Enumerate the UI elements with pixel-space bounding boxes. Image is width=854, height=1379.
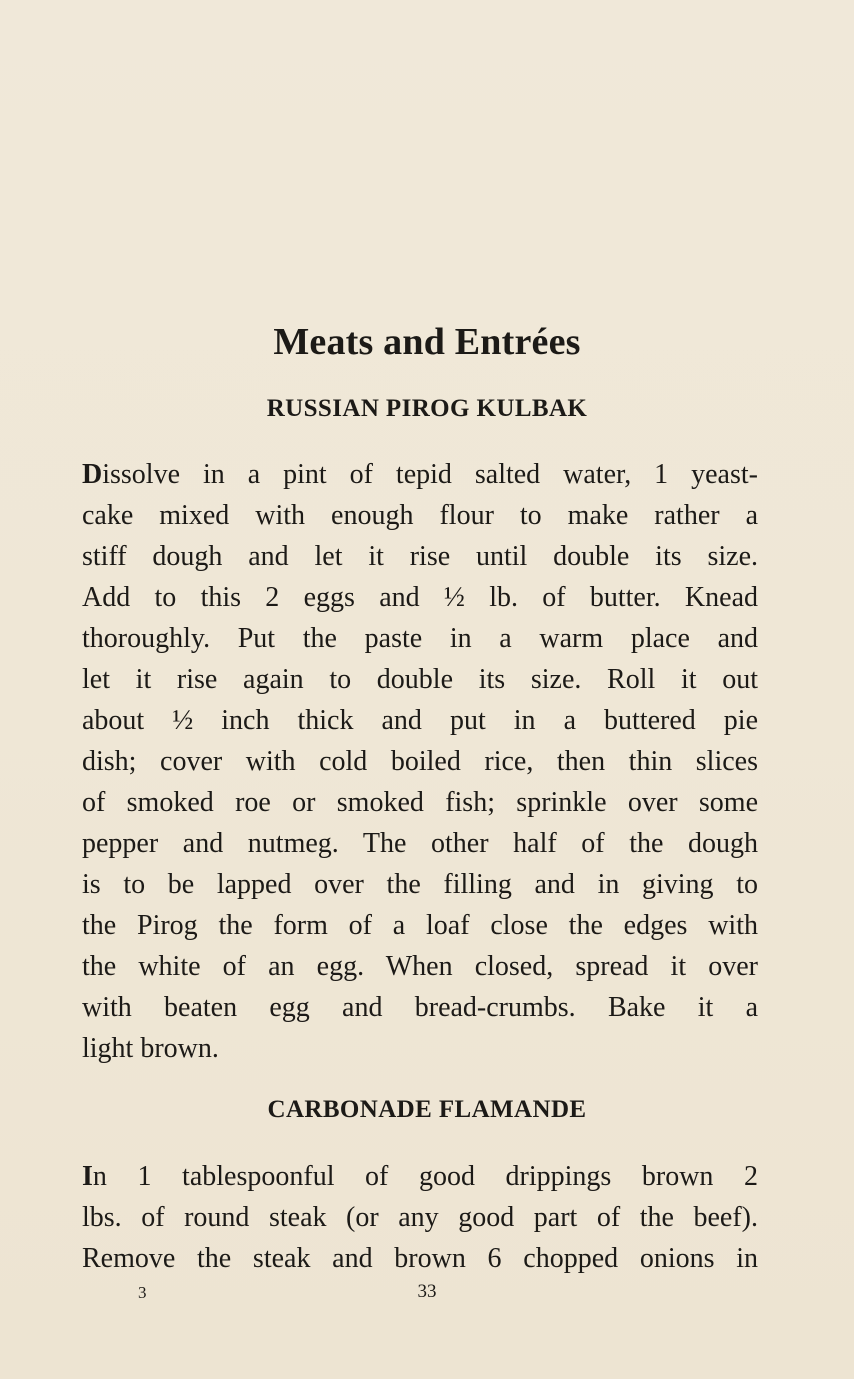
recipe-line: lbs. of round steak (or any good part of the beef). bbox=[82, 1202, 758, 1233]
recipe-heading-russian-pirog-kulbak: RUSSIAN PIROG KULBAK bbox=[266, 395, 588, 422]
recipe-line-text: n 1 tablespoonful of good drippings brown 2 bbox=[92, 1161, 758, 1192]
recipe-line: stiff dough and let it rise until double its size. bbox=[82, 541, 758, 572]
recipe-line: Add to this 2 eggs and ½ lb. of butter. Knead bbox=[82, 582, 758, 613]
recipe-line: cake mixed with enough flour to make rather a bbox=[82, 500, 758, 531]
recipe-heading-carbonade-flamande: CARBONADE FLAMANDE bbox=[267, 1096, 587, 1123]
recipe-line: thoroughly. Put the paste in a warm place and bbox=[82, 623, 758, 654]
dropcap: I bbox=[82, 1161, 93, 1192]
recipe-line: light brown. bbox=[82, 1033, 219, 1064]
recipe-line: is to be lapped over the filling and in giving to bbox=[82, 869, 758, 900]
page-title: Meats and Entrées bbox=[273, 321, 581, 363]
recipe-line: the white of an egg. When closed, spread it over bbox=[82, 951, 758, 982]
recipe-line bbox=[82, 1156, 758, 1197]
recipe-line: about ½ inch thick and put in a buttered pie bbox=[82, 705, 758, 736]
recipe-body-russian-pirog-kulbak bbox=[82, 454, 758, 1069]
dropcap: D bbox=[82, 459, 103, 490]
recipe-line: the Pirog the form of a loaf close the edges with bbox=[82, 910, 758, 941]
recipe-line: Remove the steak and brown 6 chopped onions in bbox=[82, 1243, 758, 1274]
page-number: 33 bbox=[417, 1281, 437, 1302]
recipe-line bbox=[82, 454, 758, 495]
recipe-line: pepper and nutmeg. The other half of the dough bbox=[82, 828, 758, 859]
recipe-body-carbonade-flamande bbox=[82, 1156, 758, 1279]
recipe-line-text: issolve in a pint of tepid salted water, 1 yeast- bbox=[102, 459, 758, 490]
recipe-line: with beaten egg and bread-crumbs. Bake it a bbox=[82, 992, 758, 1023]
signature-mark: 3 bbox=[138, 1283, 147, 1302]
recipe-line: dish; cover with cold boiled rice, then thin slices bbox=[82, 746, 758, 777]
recipe-line: let it rise again to double its size. Roll it out bbox=[82, 664, 758, 695]
recipe-line: of smoked roe or smoked fish; sprinkle over some bbox=[82, 787, 758, 818]
